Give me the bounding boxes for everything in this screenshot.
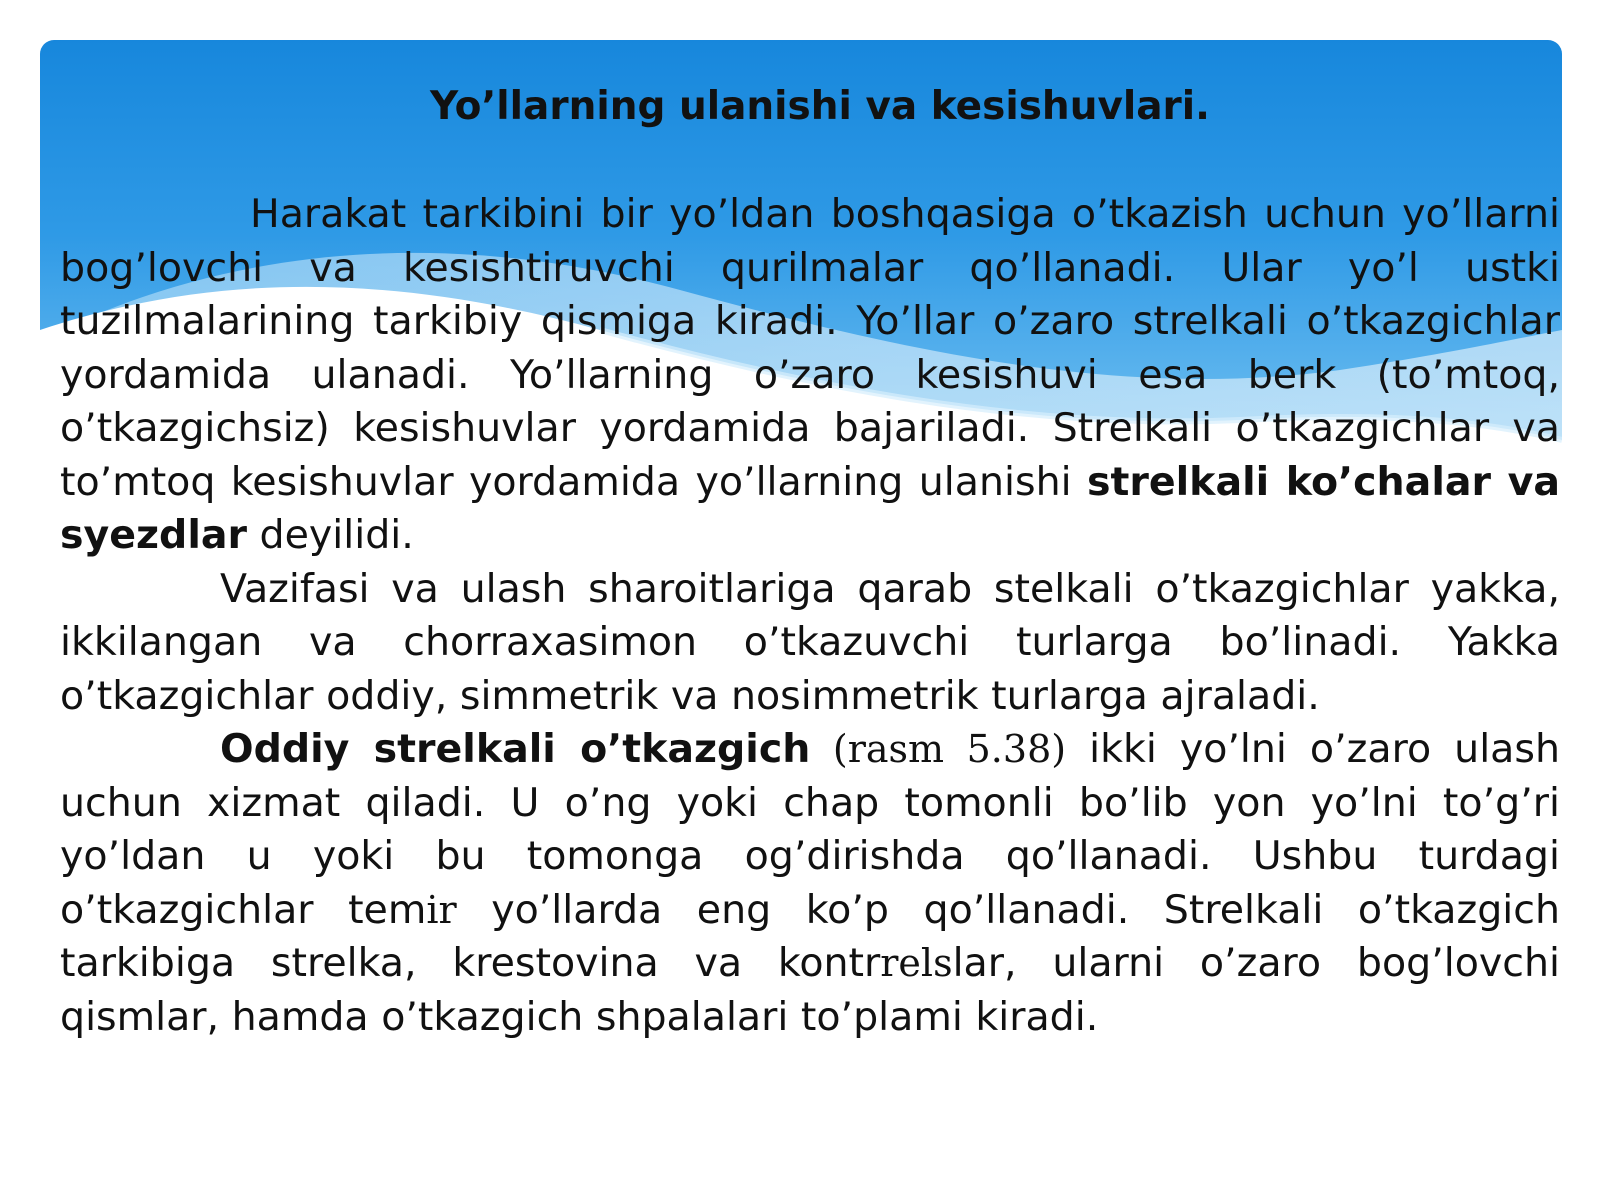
paragraph-simple-switch (60, 723, 1560, 1044)
paragraph-intro-ending: deyilidi. (247, 512, 414, 558)
paragraph-types (60, 563, 1560, 724)
slide-title: Yo’llarning ulanishi va kesishuvlari. (430, 84, 1210, 129)
paragraph-simple-switch-text-end: lar, ularni o’zaro bog’lovchi qismlar, hamda o’tkazgich shpalalari to’plami kiradi. (60, 940, 1560, 1040)
slide-content (60, 80, 1560, 1044)
paragraph-simple-switch-text-continued: yo’llarda eng ko’p qo’llanadi. Strelkali o’tkazgich tarkibiga strelka, krestovina va kontr (60, 886, 1560, 986)
paragraph-simple-switch-serif-fragment: ir (426, 887, 457, 932)
paragraph-types-text: Vazifasi va ulash sharoitlariga qarab stelkali o’tkazgichlar yakka, ikkilangan va chorraxasimon o’tkazuvchi turlarga bo’linadi. Yakka o’tkazgichlar oddiy, simmetrik va nosimmetrik turlarga ajraladi. (60, 565, 1560, 719)
paragraph-intro (60, 188, 1560, 563)
paragraph-simple-switch-bold-term: Oddiy strelkali o’tkazgich (220, 726, 811, 772)
paragraph-intro-text: Harakat tarkibini bir yo’ldan boshqasiga o’tkazish uchun yo’llarni bog’lovchi va kesishtiruvchi qurilmalar qo’llanadi. Ular yo’l ustki tuzilmalarining tarkibiy qismiga kiradi. Yo’llar o’zaro strelkali o’tkazgichlar yordamida ulanadi. Yo’llarning o’zaro kesishuvi esa berk (to’mtoq, o’tkazgichsiz) kesishuvlar yordamida bajariladi. Strelkali o’tkazgichlar va to’mtoq kesishuvlar yordamida yo’llarning ulanishi (60, 191, 1560, 505)
figure-reference: (rasm 5.38) (810, 727, 1067, 771)
paragraph-simple-switch-serif-fragment-2: rels (880, 941, 953, 985)
paragraph-simple-switch-text: ikki yo’lni o’zaro ulash uchun xizmat qiladi. U o’ng yoki chap tomonli bo’lib yon yo’lni to’g’ri yo’ldan u yoki bu tomonga og’dirishda qo’llanadi. Ushbu turdagi o’tkazgichlar tem (60, 726, 1560, 933)
paragraph-intro-bold-term: strelkali ko’chalar va syezdlar (60, 458, 1560, 558)
